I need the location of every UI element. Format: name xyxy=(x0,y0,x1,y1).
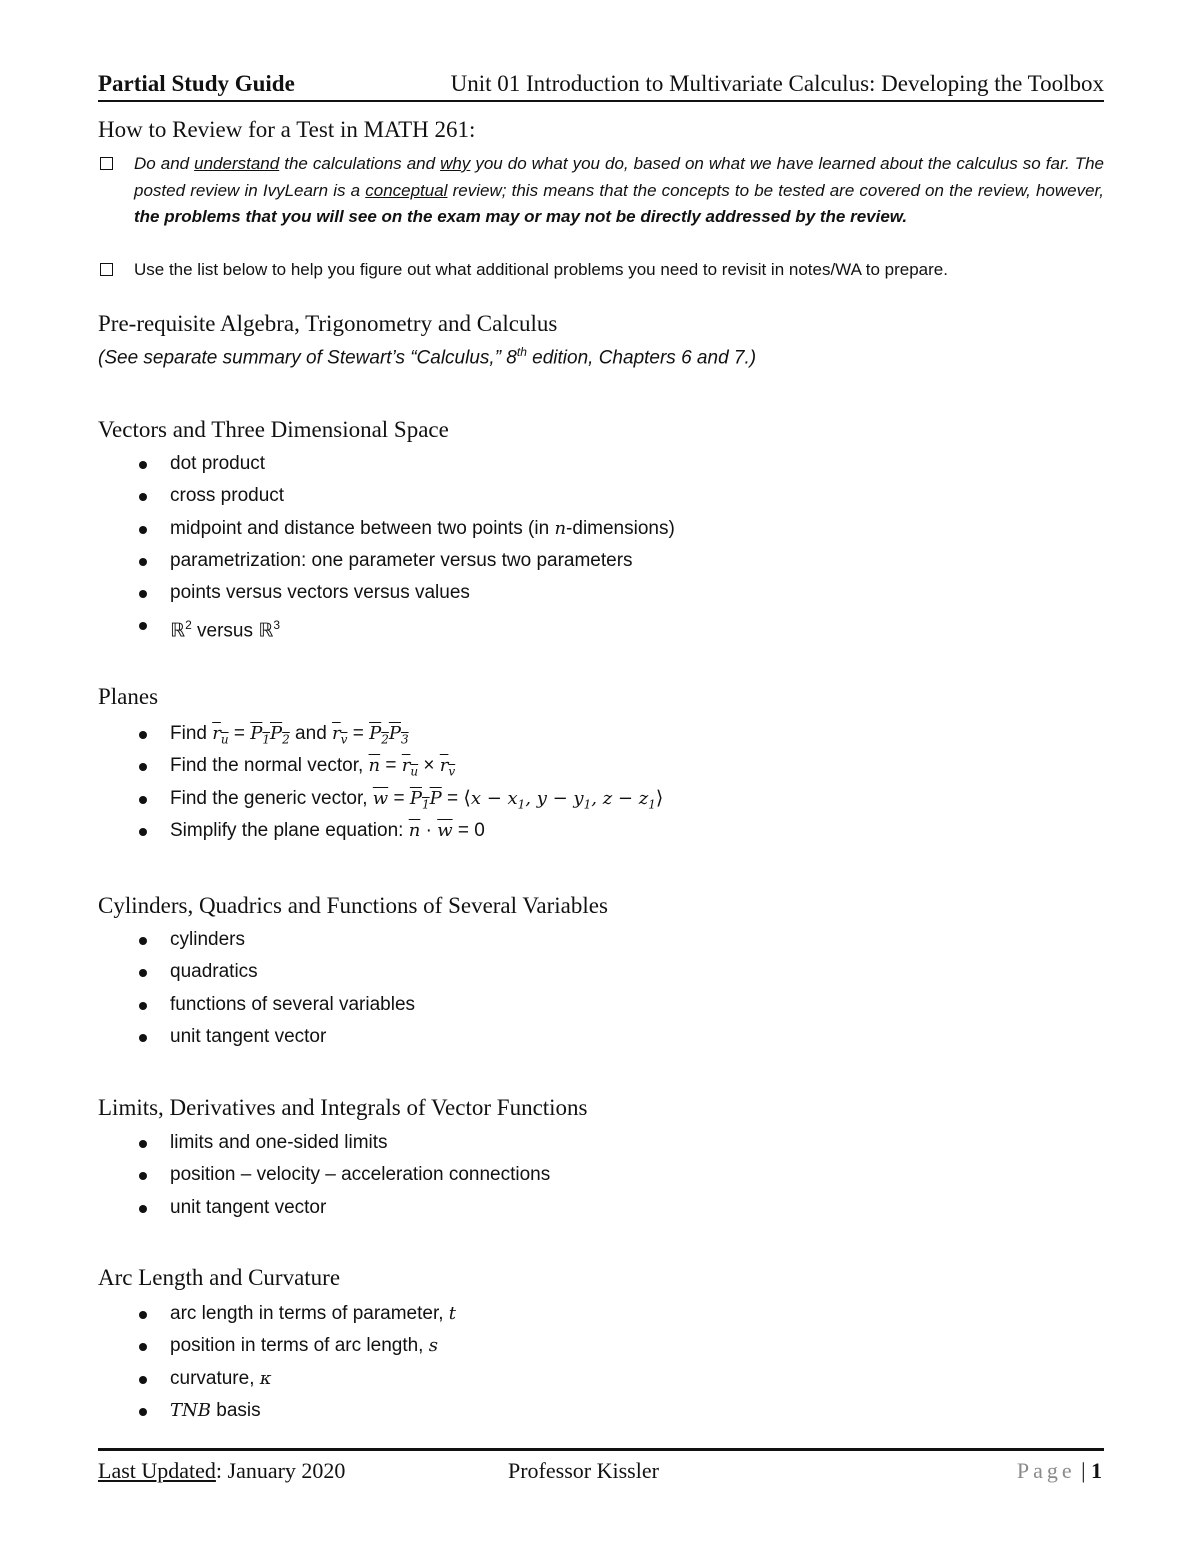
list-item: quadratics xyxy=(0,956,415,988)
checkbox-icon xyxy=(100,263,113,276)
list-item: arc length in terms of parameter, t xyxy=(0,1298,456,1330)
page-number: Page | 1 xyxy=(1016,1458,1102,1483)
list-item: ℝ$^2$ versus ℝ$^3$ xyxy=(0,609,675,641)
header-title: Partial Study Guide xyxy=(98,71,295,96)
limits-list xyxy=(0,1127,550,1224)
list-item: parametrization: one parameter versus two parameters xyxy=(0,545,675,577)
list-item: points versus vectors versus values xyxy=(0,577,675,609)
review-item-1-text: Do and understand the calculations and why you do what you do, based on what we have learned about the calculus so far. The posted review in IvyLearn is a conceptual review; this means that the concepts to be tested are covered on the review, however, the problems that you will see on the exam may or may not be directly addressed by the review. xyxy=(134,154,1104,226)
planes-heading: Planes xyxy=(98,684,159,709)
list-item: Find the normal vector, $\overline{n} = r_u \times r_v$ xyxy=(0,750,663,782)
list-item: position in terms of arc length, s xyxy=(0,1330,456,1362)
list-item: cylinders xyxy=(0,924,415,956)
arc-list xyxy=(0,1298,456,1427)
list-item: cross product xyxy=(0,480,675,512)
list-item: limits and one-sided limits xyxy=(0,1127,550,1159)
list-item: dot product xyxy=(0,448,675,480)
planes-list xyxy=(0,718,663,847)
cylinders-list xyxy=(0,924,415,1053)
last-updated: Last Updated: January 2020 xyxy=(98,1458,346,1483)
prereq-heading: Pre-requisite Algebra, Trigonometry and Calculus xyxy=(98,311,558,336)
list-item: Find the generic vector, $\overline{w} = P_1P$ = ⟨x − $x_1$, $y - y_1$, $z - z_1⟩$ xyxy=(0,783,663,815)
list-item: Find $r_u = P_1P_2$ and $r_v = P_2P_3$ xyxy=(0,718,663,750)
limits-heading: Limits, Derivatives and Integrals of Vector Functions xyxy=(98,1095,588,1120)
page-header xyxy=(98,68,1104,102)
list-item: unit tangent vector xyxy=(0,1192,550,1224)
professor-name: Professor Kissler xyxy=(508,1458,659,1483)
page-footer xyxy=(98,1448,1104,1491)
list-item: unit tangent vector xyxy=(0,1021,415,1053)
arc-heading: Arc Length and Curvature xyxy=(98,1265,341,1290)
list-item: curvature, κ xyxy=(0,1363,456,1395)
vectors-list xyxy=(0,448,675,642)
list-item: position – velocity – acceleration connections xyxy=(0,1159,550,1191)
vectors-heading: Vectors and Three Dimensional Space xyxy=(98,417,449,442)
review-heading: How to Review for a Test in MATH 261: xyxy=(98,117,476,142)
list-item: Simplify the plane equation: $\overline{n} \cdot \overline{w} = 0$ xyxy=(0,815,663,847)
prereq-note: (See separate summary of Stewart’s “Calculus,” 8th edition, Chapters 6 and 7.) xyxy=(98,345,757,369)
review-item-2-text: Use the list below to help you figure out what additional problems you need to revisit in notes/WA to prepare. xyxy=(134,260,948,279)
list-item: midpoint and distance between two points (in n-dimensions) xyxy=(0,513,675,545)
list-item: TNB basis xyxy=(0,1395,456,1427)
cylinders-heading: Cylinders, Quadrics and Functions of Several Variables xyxy=(98,893,608,918)
header-unit: Unit 01 Introduction to Multivariate Calculus: Developing the Toolbox xyxy=(450,71,1104,96)
checkbox-icon xyxy=(100,157,113,170)
list-item: functions of several variables xyxy=(0,989,415,1021)
